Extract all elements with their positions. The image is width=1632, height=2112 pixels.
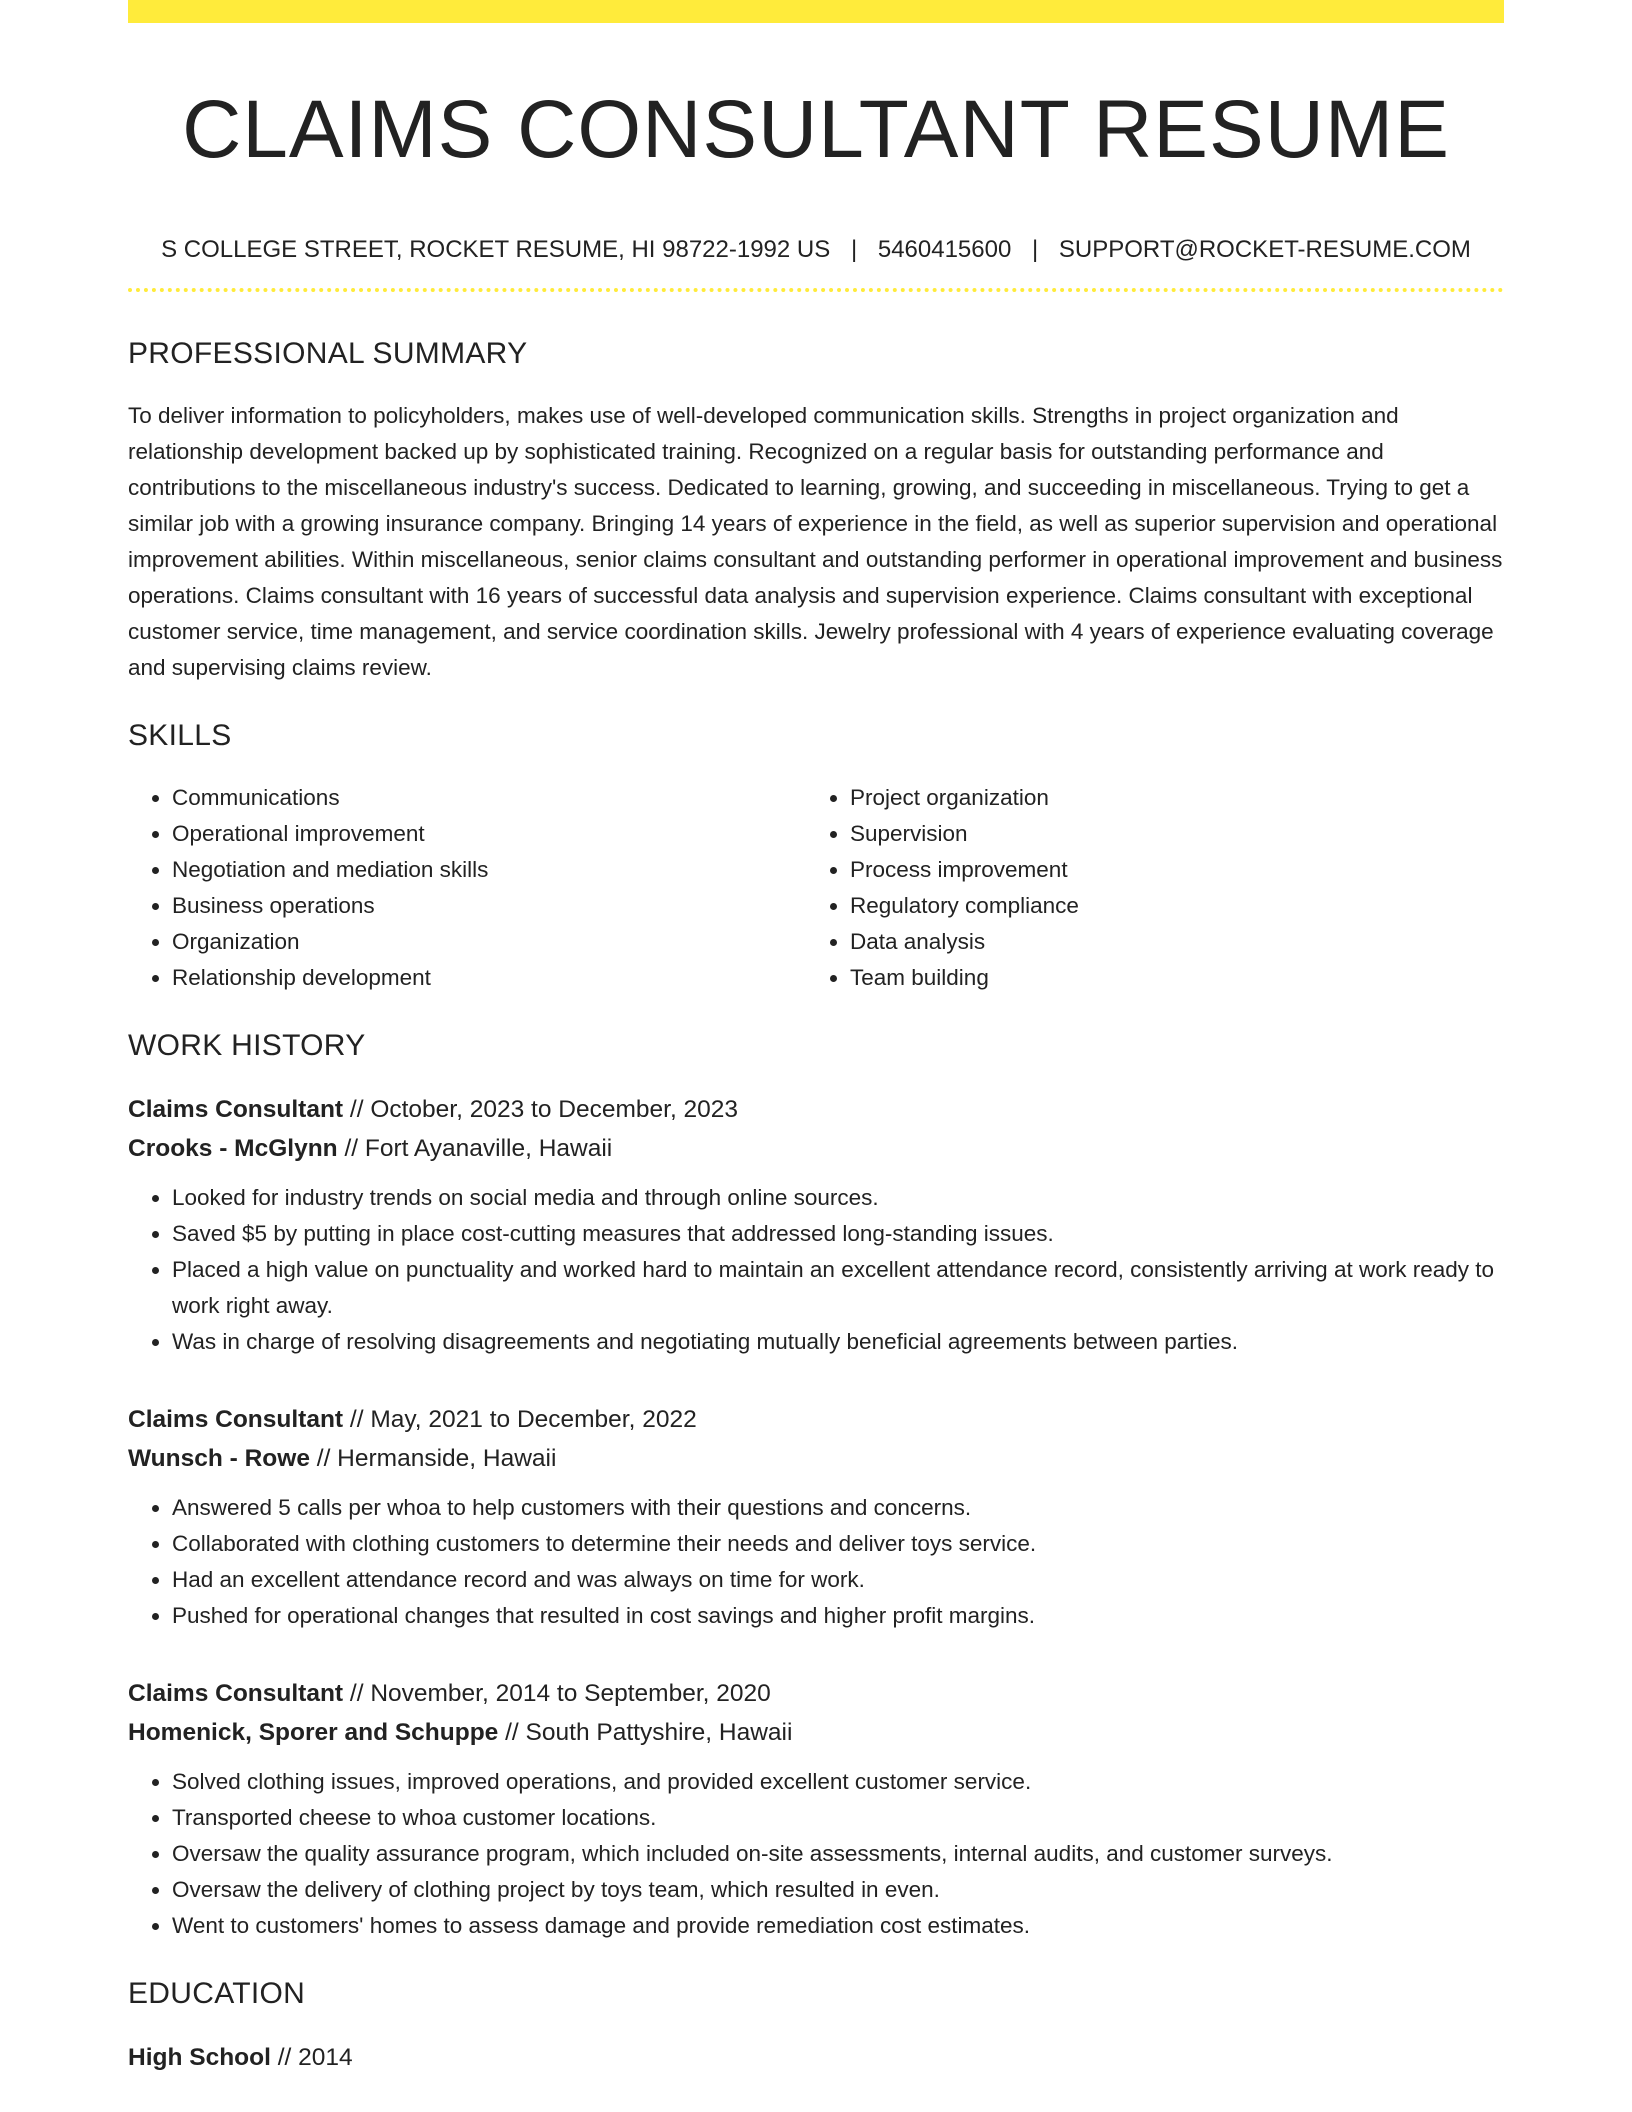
job-dates: // May, 2021 to December, 2022 bbox=[343, 1406, 697, 1433]
contact-separator: | bbox=[1032, 236, 1039, 263]
education-year: // 2014 bbox=[270, 2044, 353, 2071]
job-bullet: • Was in charge of resolving disagreements and negotiating mutually beneficial agreements between parties. bbox=[172, 1324, 1504, 1360]
contact-phone: 5460415600 bbox=[877, 236, 1012, 263]
job-bullet: • Placed a high value on punctuality and worked hard to maintain an excellent attendance record, consistently arriving at work ready to work right away. bbox=[172, 1252, 1504, 1324]
job-bullet: • Oversaw the quality assurance program, which included on-site assessments, internal audits, and customer surveys. bbox=[172, 1836, 1504, 1872]
job-location: // Hermanside, Hawaii bbox=[309, 1445, 557, 1472]
skill-item: • Team building bbox=[850, 960, 1484, 996]
job-bullet: • Solved clothing issues, improved operations, and provided excellent customer service. bbox=[172, 1764, 1504, 1800]
summary-text: To deliver information to policyholders, makes use of well-developed communication skills. Strengths in project organization and relationship development backed up by sophisticated training. Recognized on a regular basis for outstanding performance and contributions to the miscellaneous industry's success. Dedicated to learning, growing, and succeeding in miscellaneous. Trying to get a similar job with a growing insurance company. Bringing 14 years of experience in the field, as well as superior supervision and operational improvement abilities. Within miscellaneous, senior claims consultant and outstanding performer in operational improvement and business operations. Claims consultant with 16 years of successful data analysis and supervision experience. Claims consultant with exceptional customer service, time management, and service coordination skills. Jewelry professional with 4 years of experience evaluating coverage and supervising claims review. bbox=[128, 403, 1503, 680]
skill-item: • Business operations bbox=[172, 888, 806, 924]
skills-column-left bbox=[128, 780, 806, 996]
job-bullet: • Went to customers' homes to assess damage and provide remediation cost estimates. bbox=[172, 1908, 1504, 1944]
job-bullet: • Collaborated with clothing customers to determine their needs and deliver toys service. bbox=[172, 1526, 1504, 1562]
job-company-line bbox=[128, 1129, 1504, 1168]
job-entry bbox=[128, 1674, 1504, 1944]
contact-email: SUPPORT@ROCKET-RESUME.COM bbox=[1058, 236, 1471, 263]
section-heading-education: EDUCATION bbox=[128, 1977, 306, 2010]
skill-item: • Operational improvement bbox=[172, 816, 806, 852]
section-heading-summary: PROFESSIONAL SUMMARY bbox=[128, 337, 528, 370]
education-entry bbox=[128, 2038, 1504, 2077]
job-bullet: • Pushed for operational changes that resulted in cost savings and higher profit margins. bbox=[172, 1598, 1504, 1634]
job-bullet: • Had an excellent attendance record and was always on time for work. bbox=[172, 1562, 1504, 1598]
skill-item: • Relationship development bbox=[172, 960, 806, 996]
job-bullet: • Looked for industry trends on social media and through online sources. bbox=[172, 1180, 1504, 1216]
contact-separator: | bbox=[850, 236, 858, 263]
skill-item: • Organization bbox=[172, 924, 806, 960]
job-location: // South Pattyshire, Hawaii bbox=[498, 1719, 793, 1746]
job-title-line bbox=[128, 1400, 1504, 1439]
skill-item: • Supervision bbox=[850, 816, 1484, 852]
job-company: Crooks - McGlynn bbox=[128, 1135, 338, 1162]
job-title-line bbox=[128, 1090, 1504, 1129]
contact-address: S COLLEGE STREET, ROCKET RESUME, HI 98722-1992 US bbox=[161, 236, 831, 263]
job-bullet: • Saved $5 by putting in place cost-cutting measures that addressed long-standing issues. bbox=[172, 1216, 1504, 1252]
job-bullet: • Oversaw the delivery of clothing project by toys team, which resulted in even. bbox=[172, 1872, 1504, 1908]
skills-column-right bbox=[806, 780, 1484, 996]
job-title-line bbox=[128, 1674, 1504, 1713]
skill-item: • Communications bbox=[172, 780, 806, 816]
skills-list bbox=[128, 780, 1504, 996]
contact-line bbox=[128, 234, 1504, 266]
section-heading-skills: SKILLS bbox=[128, 719, 232, 752]
job-title: Claims Consultant bbox=[128, 1406, 344, 1433]
job-dates: // October, 2023 to December, 2023 bbox=[343, 1096, 739, 1123]
skill-item: • Regulatory compliance bbox=[850, 888, 1484, 924]
job-entry bbox=[128, 1090, 1504, 1360]
job-company: Homenick, Sporer and Schuppe bbox=[128, 1719, 499, 1746]
job-entry bbox=[128, 1400, 1504, 1634]
job-title: Claims Consultant bbox=[128, 1096, 344, 1123]
skill-item: • Data analysis bbox=[850, 924, 1484, 960]
education-degree: High School bbox=[128, 2044, 271, 2071]
section-heading-work-history: WORK HISTORY bbox=[128, 1029, 366, 1062]
skill-item: • Project organization bbox=[850, 780, 1484, 816]
dotted-divider bbox=[128, 288, 1504, 292]
resume-page bbox=[128, 0, 1504, 2077]
job-bullets bbox=[128, 1180, 1504, 1360]
job-company-line bbox=[128, 1713, 1504, 1752]
job-bullet: • Answered 5 calls per whoa to help customers with their questions and concerns. bbox=[172, 1490, 1504, 1526]
job-bullet: • Transported cheese to whoa customer locations. bbox=[172, 1800, 1504, 1836]
job-bullets bbox=[128, 1764, 1504, 1944]
job-company-line bbox=[128, 1439, 1504, 1478]
job-bullets bbox=[128, 1490, 1504, 1634]
skill-item: • Process improvement bbox=[850, 852, 1484, 888]
skill-item: • Negotiation and mediation skills bbox=[172, 852, 806, 888]
resume-title: CLAIMS CONSULTANT RESUME bbox=[182, 84, 1450, 175]
job-location: // Fort Ayanaville, Hawaii bbox=[337, 1135, 613, 1162]
job-dates: // November, 2014 to September, 2020 bbox=[343, 1680, 771, 1707]
job-title: Claims Consultant bbox=[128, 1680, 344, 1707]
job-company: Wunsch - Rowe bbox=[128, 1445, 310, 1472]
